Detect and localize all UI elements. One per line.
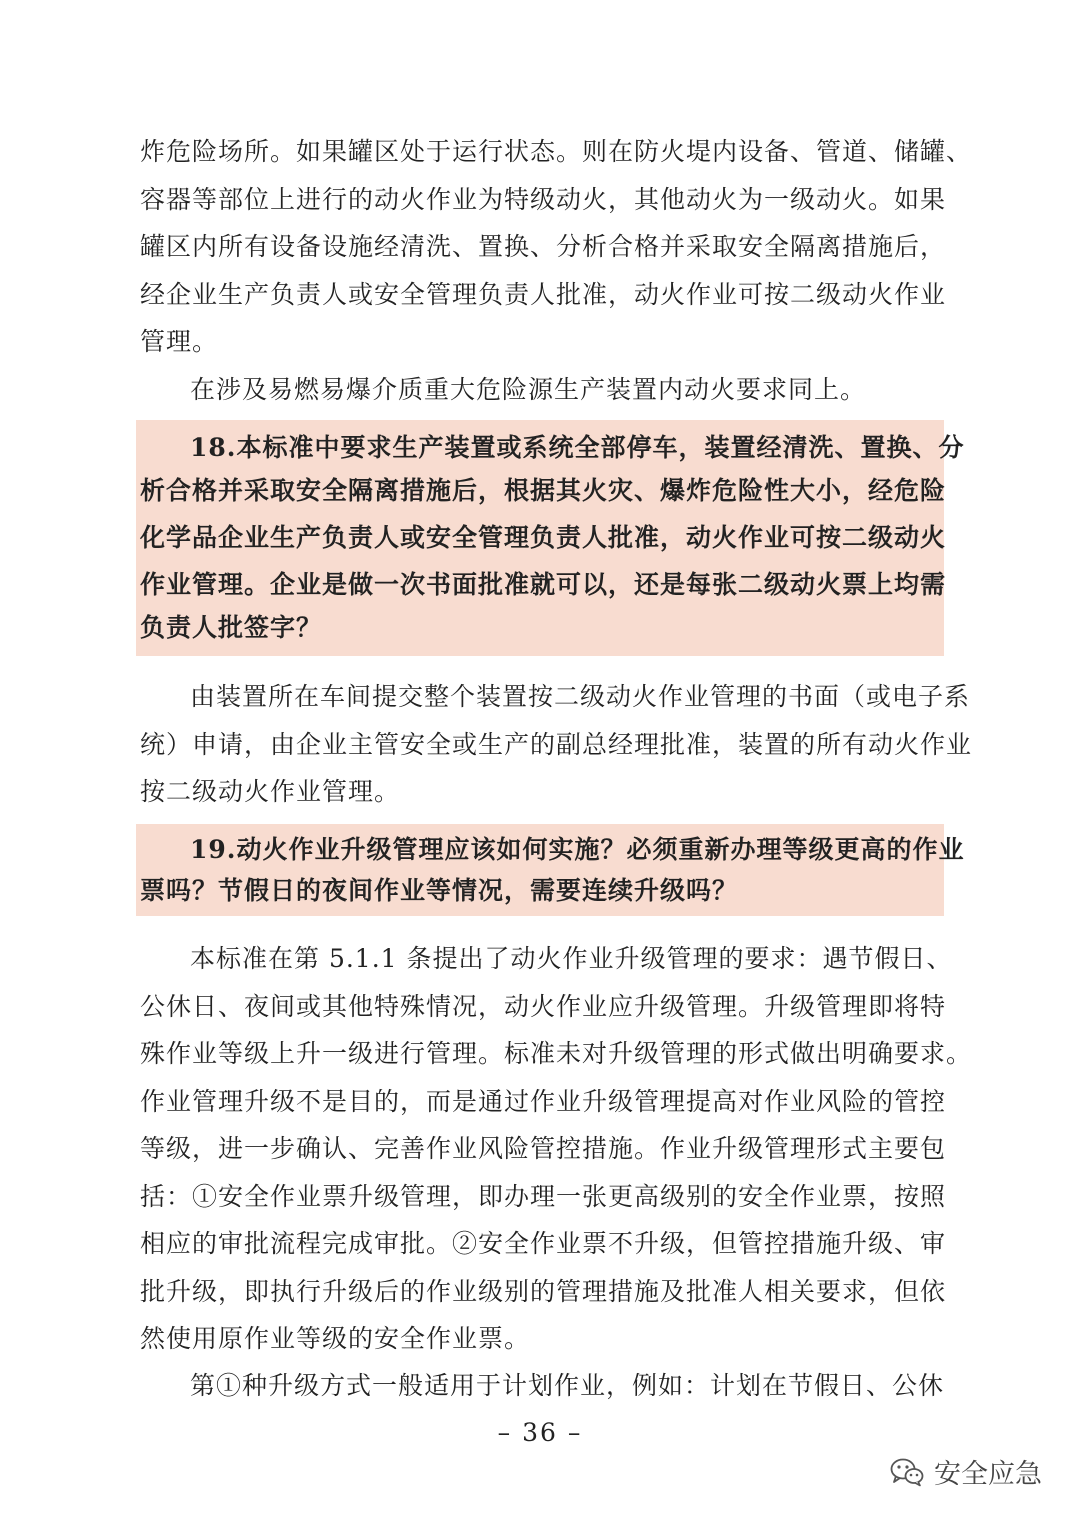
paragraph-intro (140, 128, 973, 366)
watermark-text: 安全应急 (934, 1459, 1042, 1490)
text-line: 按二级动火作业管理。 (140, 777, 401, 806)
question-line: 18.本标准中要求生产装置或系统全部停车，装置经清洗、置换、分 (190, 433, 965, 462)
text-line: 然使用原作业等级的安全作业票。 (140, 1324, 531, 1353)
question-line: 析合格并采取安全隔离措施后，根据其火灾、爆炸危险性大小，经危险 (140, 476, 947, 505)
question-19-box (136, 824, 965, 916)
wechat-icon (890, 1457, 924, 1487)
text-line: 由装置所在车间提交整个装置按二级动火作业管理的书面（或电子系 (190, 682, 971, 711)
answer-19 (140, 935, 973, 1363)
page-number: – 36 – (497, 1418, 583, 1447)
question-line: 作业管理。企业是做一次书面批准就可以，还是每张二级动火票上均需 (140, 570, 947, 599)
text-line: 炸危险场所。如果罐区处于运行状态。则在防火堤内设备、管道、储罐、 (140, 137, 973, 166)
text-line: 殊作业等级上升一级进行管理。标准未对升级管理的形式做出明确要求。 (140, 1039, 973, 1068)
source-watermark (890, 1452, 1042, 1491)
text-line: 管理。 (140, 327, 219, 356)
text-line: 作业管理升级不是目的，而是通过作业升级管理提高对作业风险的管控 (140, 1086, 947, 1116)
text-line: 罐区内所有设备设施经清洗、置换、分析合格并采取安全隔离措施后， (140, 232, 947, 261)
question-line: 化学品企业生产负责人或安全管理负责人批准，动火作业可按二级动火 (140, 523, 947, 552)
text-line: 等级，进一步确认、完善作业风险管控措施。作业升级管理形式主要包 (140, 1134, 947, 1163)
text-line: 在涉及易燃易爆介质重大危险源生产装置内动火要求同上。 (190, 375, 867, 404)
paragraph-upgrade-method (140, 1362, 950, 1410)
text-line: 容器等部位上进行的动火作业为特级动火，其他动火为一级动火。如果 (140, 184, 947, 214)
question-18-box (136, 420, 965, 656)
text-line: 统）申请，由企业主管安全或生产的副总经理批准，装置的所有动火作业 (140, 729, 973, 759)
text-line: 本标准在第 5.1.1 条提出了动火作业升级管理的要求：遇节假日、 (190, 944, 953, 973)
text-line: 公休日、夜间或其他特殊情况，动火作业应升级管理。升级管理即将特 (140, 991, 947, 1021)
question-line: 票吗？节假日的夜间作业等情况，需要连续升级吗？ (140, 876, 739, 905)
question-line: 19.动火作业升级管理应该如何实施？必须重新办理等级更高的作业 (190, 835, 965, 864)
text-line: 经企业生产负责人或安全管理负责人批准，动火作业可按二级动火作业 (140, 279, 947, 309)
text-line: 相应的审批流程完成审批。②安全作业票不升级，但管控措施升级、审 (140, 1229, 947, 1258)
answer-18 (140, 673, 973, 816)
text-line: 第①种升级方式一般适用于计划作业，例如：计划在节假日、公休 (190, 1371, 945, 1400)
text-line: 括：①安全作业票升级管理，即办理一张更高级别的安全作业票，按照 (140, 1181, 947, 1211)
text-line: 批升级，即执行升级后的作业级别的管理措施及批准人相关要求，但依 (140, 1276, 947, 1306)
paragraph-same-requirement (140, 366, 950, 414)
question-line: 负责人批签字？ (140, 613, 323, 642)
